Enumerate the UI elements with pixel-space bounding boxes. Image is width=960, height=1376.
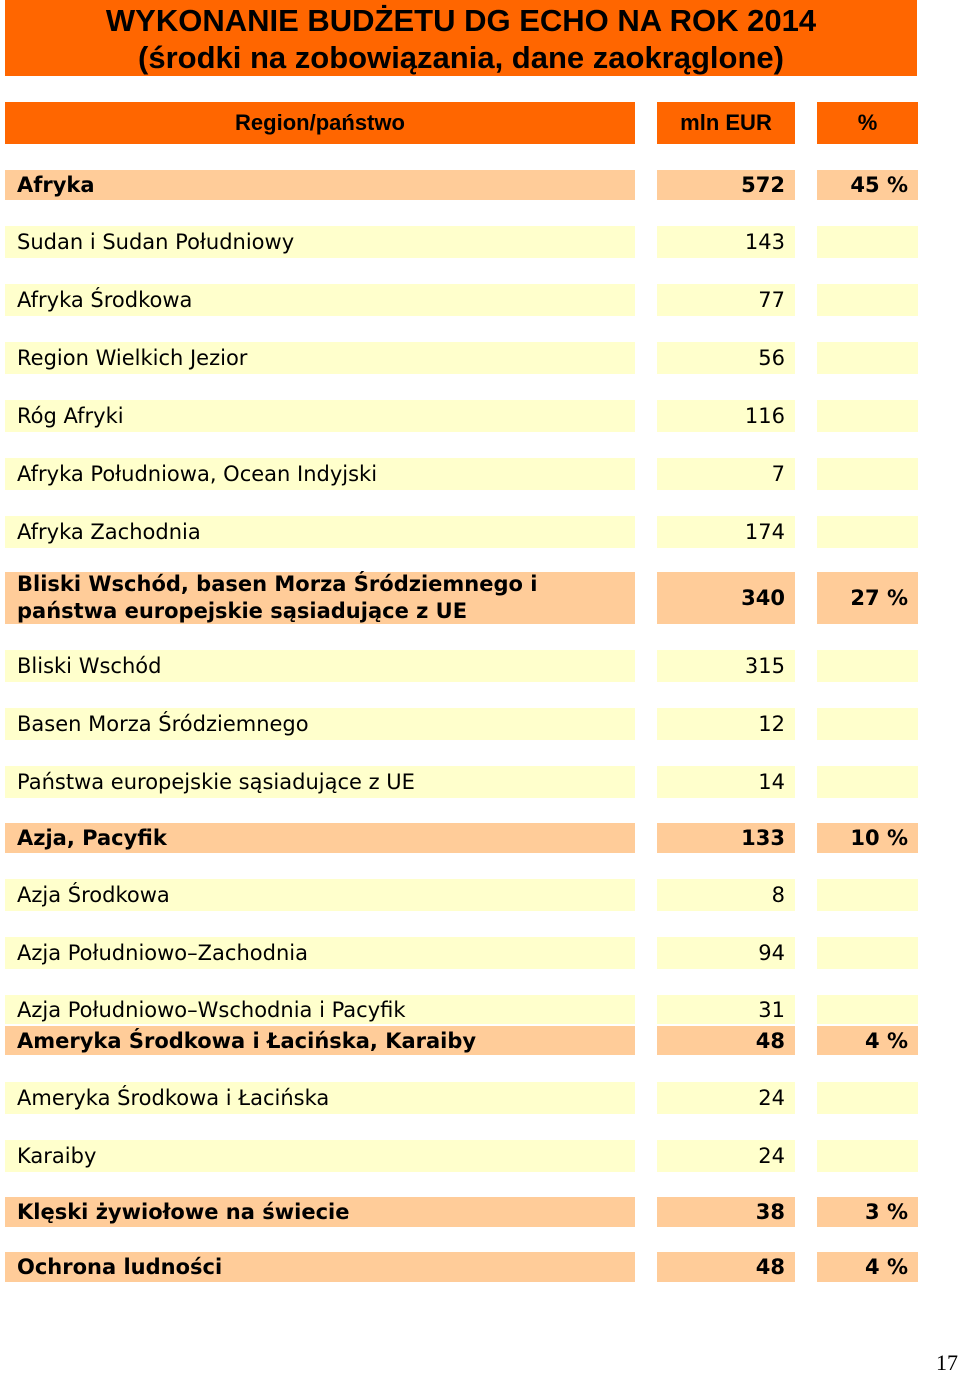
row-percent	[817, 226, 918, 258]
page-title	[5, 0, 917, 76]
row-percent	[817, 342, 918, 374]
row-percent	[817, 879, 918, 911]
row-value-mln: 143	[657, 226, 795, 258]
row-label: Karaiby	[5, 1140, 635, 1172]
row-value-mln: 56	[657, 342, 795, 374]
row-value-mln: 48	[657, 1026, 795, 1055]
row-value-mln: 77	[657, 284, 795, 316]
row-percent	[817, 458, 918, 490]
row-value-mln: 8	[657, 879, 795, 911]
row-value-mln: 24	[657, 1140, 795, 1172]
row-percent: 27 %	[817, 572, 918, 624]
row-label: Azja Południowo–Zachodnia	[5, 937, 635, 969]
row-percent: 4 %	[817, 1026, 918, 1055]
row-value-mln: 31	[657, 995, 795, 1024]
row-label: Bliski Wschód	[5, 650, 635, 682]
row-percent: 3 %	[817, 1197, 918, 1227]
row-percent: 10 %	[817, 823, 918, 853]
row-label: Afryka Środkowa	[5, 284, 635, 316]
row-value-mln: 116	[657, 400, 795, 432]
row-label: Róg Afryki	[5, 400, 635, 432]
row-value-mln: 7	[657, 458, 795, 490]
row-label: Azja Środkowa	[5, 879, 635, 911]
row-percent	[817, 708, 918, 740]
row-percent	[817, 1082, 918, 1114]
row-label: Afryka Zachodnia	[5, 516, 635, 548]
header-mln-eur: mln EUR	[657, 102, 795, 144]
row-value-mln: 133	[657, 823, 795, 853]
row-percent: 45 %	[817, 170, 918, 200]
row-label: Afryka Południowa, Ocean Indyjski	[5, 458, 635, 490]
row-value-mln: 14	[657, 766, 795, 798]
row-label: Ochrona ludności	[5, 1252, 635, 1282]
row-percent	[817, 650, 918, 682]
row-label: Ameryka Środkowa i Łacińska	[5, 1082, 635, 1114]
row-percent	[817, 1140, 918, 1172]
header-percent: %	[817, 102, 918, 144]
header-region: Region/państwo	[5, 102, 635, 144]
row-percent	[817, 516, 918, 548]
row-label: Afryka	[5, 170, 635, 200]
row-label: Basen Morza Śródziemnego	[5, 708, 635, 740]
row-value-mln: 572	[657, 170, 795, 200]
row-label: Ameryka Środkowa i Łacińska, Karaiby	[5, 1026, 635, 1055]
row-percent	[817, 937, 918, 969]
row-label: Bliski Wschód, basen Morza Śródziemnego i państwa europejskie sąsiadujące z UE	[5, 572, 635, 624]
row-label: Sudan i Sudan Południowy	[5, 226, 635, 258]
title-line-2: (środki na zobowiązania, dane zaokrąglone)	[138, 40, 784, 75]
row-label: Azja, Pacyfik	[5, 823, 635, 853]
row-percent	[817, 400, 918, 432]
row-percent	[817, 284, 918, 316]
row-label: Państwa europejskie sąsiadujące z UE	[5, 766, 635, 798]
row-value-mln: 48	[657, 1252, 795, 1282]
row-value-mln: 94	[657, 937, 795, 969]
title-line-1: WYKONANIE BUDŻETU DG ECHO NA ROK 2014	[105, 3, 817, 38]
row-percent: 4 %	[817, 1252, 918, 1282]
row-percent	[817, 995, 918, 1024]
row-label: Klęski żywiołowe na świecie	[5, 1197, 635, 1227]
row-value-mln: 340	[657, 572, 795, 624]
row-label: Azja Południowo–Wschodnia i Pacyfik	[5, 995, 635, 1024]
row-value-mln: 24	[657, 1082, 795, 1114]
row-label: Region Wielkich Jezior	[5, 342, 635, 374]
page-number: 17	[936, 1350, 958, 1375]
row-value-mln: 38	[657, 1197, 795, 1227]
row-value-mln: 12	[657, 708, 795, 740]
row-percent	[817, 766, 918, 798]
row-value-mln: 315	[657, 650, 795, 682]
row-value-mln: 174	[657, 516, 795, 548]
